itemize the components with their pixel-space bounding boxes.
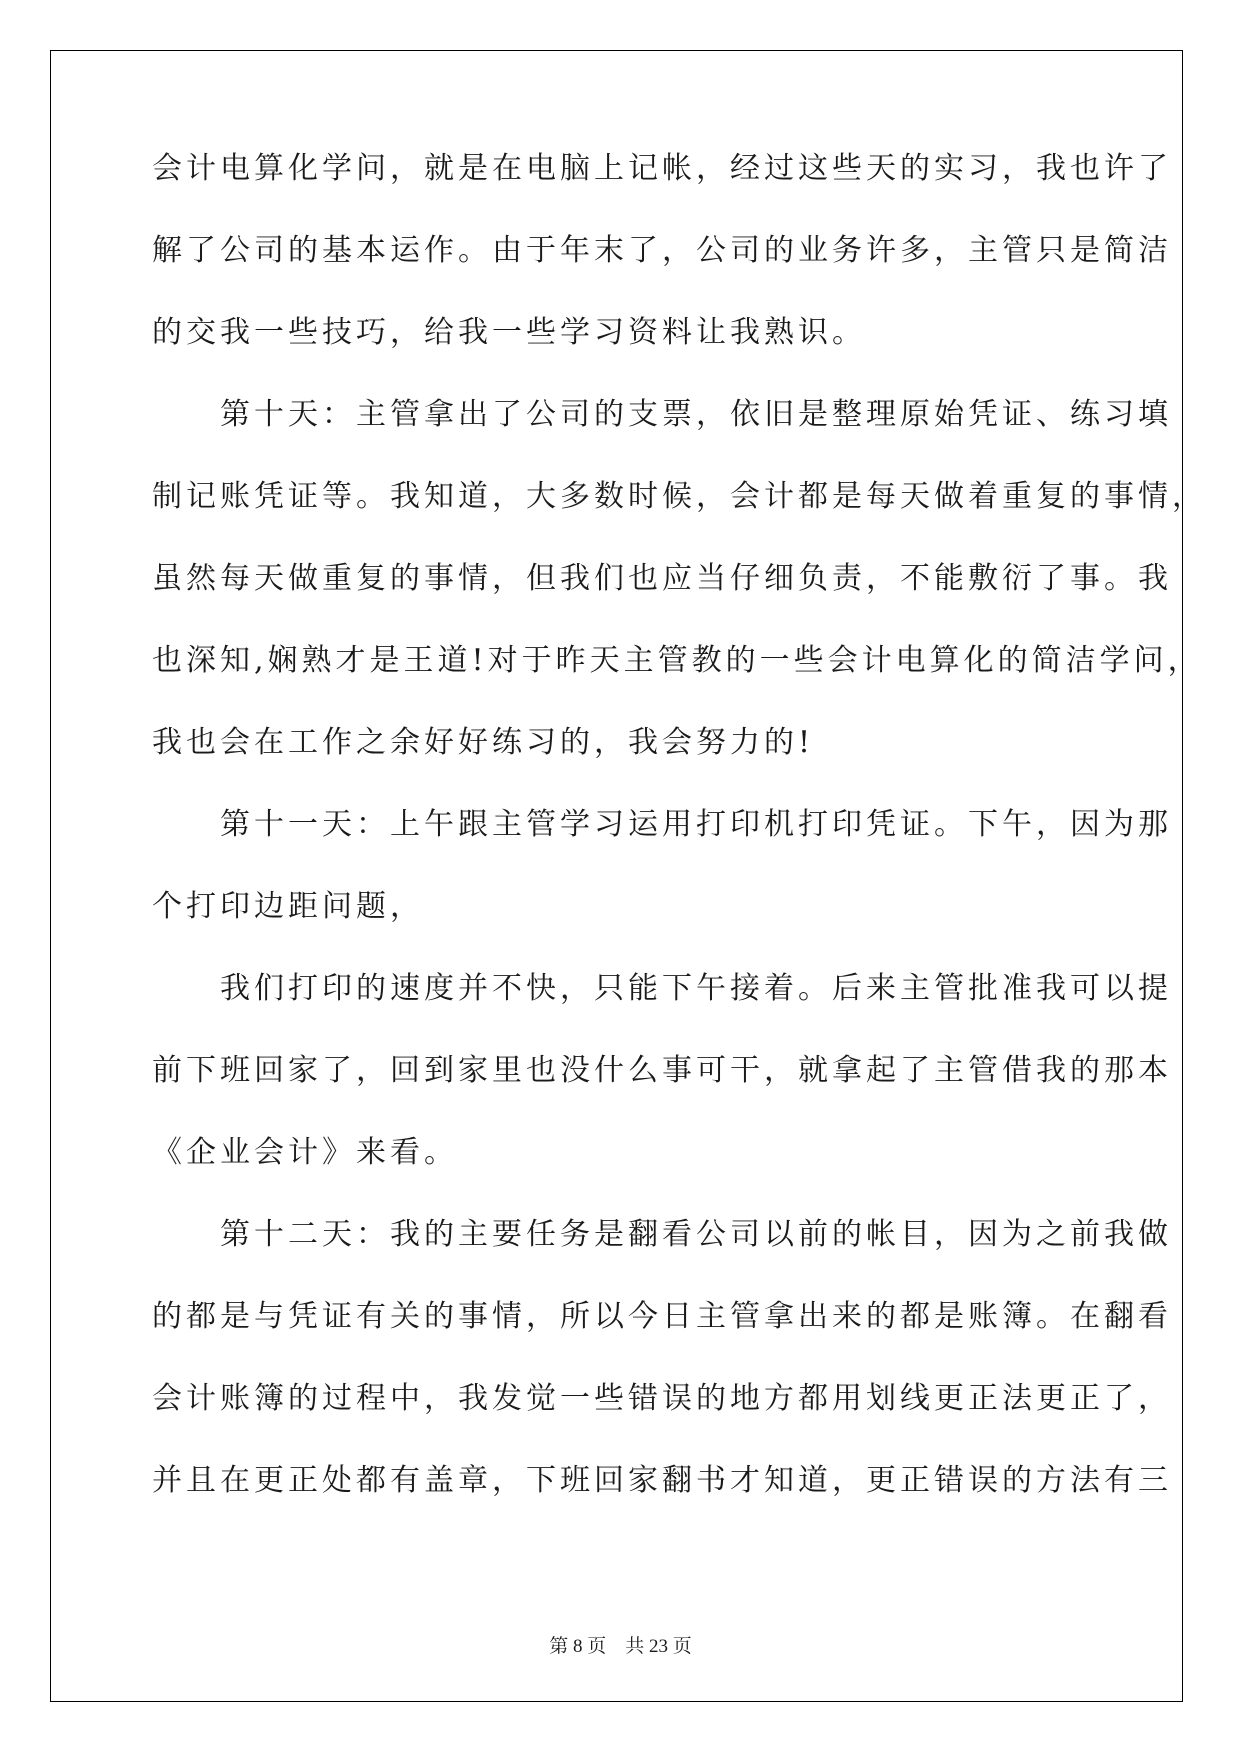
text-line: 制记账凭证等。我知道，大多数时候，会计都是每天做着重复的事情， [152,479,1206,514]
text-line: 并且在更正处都有盖章，下班回家翻书才知道，更正错误的方法有三 [152,1463,1172,1498]
text-line: 也深知,娴熟才是王道!对于昨天主管教的一些会计电算化的简洁学问， [152,643,1202,678]
page-number: 第 8 页 共 23 页 [549,1636,692,1657]
text-line: 个打印边距问题， [152,889,424,924]
text-line: 会计电算化学问，就是在电脑上记帐，经过这些天的实习，我也许了 [152,151,1172,186]
text-line: 第十天：主管拿出了公司的支票，依旧是整理原始凭证、练习填 [152,397,1172,432]
text-line: 解了公司的基本运作。由于年末了，公司的业务许多，主管只是简洁 [152,233,1172,268]
document-body [152,151,1206,1548]
text-line: 会计账簿的过程中，我发觉一些错误的地方都用划线更正法更正了， [152,1381,1172,1416]
text-line: 虽然每天做重复的事情，但我们也应当仔细负责，不能敷衍了事。我 [152,561,1172,596]
page-footer [0,1631,1241,1658]
text-line: 前下班回家了，回到家里也没什么事可干，就拿起了主管借我的那本 [152,1053,1172,1088]
text-line: 的都是与凭证有关的事情，所以今日主管拿出来的都是账簿。在翻看 [152,1299,1172,1334]
text-line: 我们打印的速度并不快，只能下午接着。后来主管批准我可以提 [152,971,1172,1006]
text-line: 我也会在工作之余好好练习的，我会努力的! [152,725,815,760]
text-line: 的交我一些技巧，给我一些学习资料让我熟识。 [152,315,866,350]
text-line: 第十一天：上午跟主管学习运用打印机打印凭证。下午，因为那 [152,807,1172,842]
text-line: 第十二天：我的主要任务是翻看公司以前的帐目，因为之前我做 [152,1217,1172,1252]
text-line: 《企业会计》来看。 [152,1135,458,1170]
